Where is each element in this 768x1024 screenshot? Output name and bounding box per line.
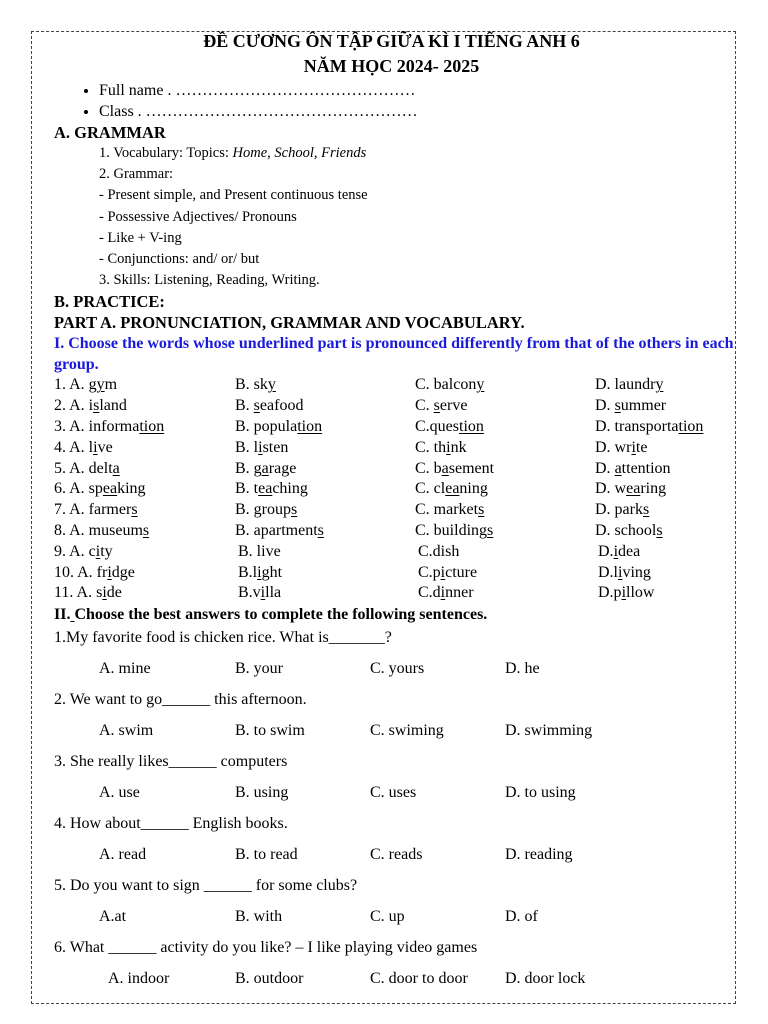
- grammar-line: 3. Skills: Listening, Reading, Writing.: [99, 272, 320, 289]
- word-option: 1. A. gym: [54, 376, 118, 394]
- underlined-part: tion: [139, 418, 165, 436]
- answer-option[interactable]: A. use: [99, 784, 140, 802]
- underlined-part: i: [102, 584, 107, 602]
- word-option: C. think: [415, 438, 467, 456]
- question-text: 3. She really likes______ computers: [54, 753, 288, 771]
- word-option: B. listen: [235, 438, 289, 456]
- underlined-part: i: [107, 563, 112, 581]
- word-option: C. serve: [415, 397, 468, 415]
- question-text: 5. Do you want to sign ______ for some clubs?: [54, 877, 358, 895]
- underlined-part: ea: [258, 480, 273, 498]
- grammar-line: 2. Grammar:: [99, 166, 174, 183]
- underlined-part: y: [267, 376, 276, 394]
- word-option: D.idea: [598, 542, 641, 560]
- answer-option[interactable]: A. swim: [99, 722, 154, 740]
- underlined-part: i: [258, 438, 263, 456]
- underlined-part: y: [655, 376, 664, 394]
- question-text: 1.My favorite food is chicken rice. What is_______?: [54, 629, 392, 647]
- underlined-part: a: [614, 459, 622, 477]
- answer-option[interactable]: A. mine: [99, 660, 151, 678]
- underlined-part: tion: [678, 418, 704, 436]
- word-option: B.light: [238, 563, 283, 581]
- student-info-fields: [54, 80, 734, 122]
- vocab-topics: Home, School, Friends: [232, 145, 367, 161]
- word-option: D. summer: [595, 397, 667, 415]
- word-option: 2. A. island: [54, 397, 127, 415]
- pronunciation-row: [54, 438, 734, 459]
- answer-option[interactable]: A.at: [99, 908, 127, 926]
- word-option: C. markets: [415, 501, 485, 519]
- word-option: B. teaching: [235, 480, 308, 498]
- answer-option[interactable]: B. your: [235, 660, 283, 678]
- word-option: B. garage: [235, 459, 297, 477]
- word-option: D.pillow: [598, 584, 655, 602]
- word-option: B.villa: [238, 584, 282, 602]
- underlined-part: s: [433, 397, 440, 415]
- pronunciation-row: [54, 417, 734, 438]
- section2-instruction: Choose the best answers to complete the following sentences.: [70, 606, 487, 623]
- answer-options: [54, 783, 734, 814]
- part-a-heading: PART A. PRONUNCIATION, GRAMMAR AND VOCABULARY.: [54, 313, 525, 333]
- section2-heading: [54, 604, 734, 625]
- underlined-part: y: [96, 376, 105, 394]
- section2-number: II.: [54, 606, 71, 624]
- practice-heading: B. PRACTICE:: [54, 292, 165, 312]
- word-option: C. buildings: [415, 522, 494, 539]
- grammar-line: - Like + V-ing: [99, 229, 182, 246]
- underlined-part: i: [446, 438, 451, 456]
- word-option: D. write: [595, 438, 648, 456]
- grammar-line: - Possessive Adjectives/ Pronouns: [99, 208, 297, 225]
- underlined-part: s: [291, 501, 298, 519]
- question-text: 6. What ______ activity do you like? – I like playing video games: [54, 939, 478, 957]
- underlined-part: i: [631, 438, 636, 456]
- section2-underscore: [70, 606, 74, 623]
- word-option: 10. A. fridge: [54, 563, 135, 581]
- answer-option[interactable]: A. read: [99, 846, 147, 864]
- underlined-part: i: [618, 563, 623, 581]
- word-option: C.picture: [418, 563, 478, 581]
- word-option: B. seafood: [235, 397, 304, 415]
- answer-option[interactable]: D. he: [505, 660, 540, 678]
- answer-options: [54, 907, 734, 938]
- pronunciation-row: [54, 479, 734, 500]
- word-option: C.question: [415, 418, 484, 436]
- word-option: C. balcony: [415, 376, 485, 394]
- pronunciation-row: [54, 583, 734, 604]
- answer-option[interactable]: C. uses: [370, 784, 417, 802]
- word-option: B. sky: [235, 376, 276, 394]
- word-option: D.living: [598, 563, 651, 581]
- underlined-part: s: [131, 501, 138, 519]
- word-option: B. apartments: [235, 522, 324, 539]
- answer-option[interactable]: C. yours: [370, 660, 425, 678]
- class-field[interactable]: • Class . ……………………………………………: [99, 101, 734, 122]
- underlined-part: ea: [102, 480, 118, 498]
- word-option: 7. A. farmers: [54, 501, 138, 519]
- underlined-part: i: [257, 563, 262, 581]
- underlined-part: i: [440, 563, 446, 581]
- pronunciation-row: [54, 375, 734, 396]
- answer-option[interactable]: D. door lock: [505, 970, 586, 988]
- underlined-part: i: [613, 542, 619, 560]
- answer-option[interactable]: A. indoor: [108, 970, 170, 988]
- word-option: 3. A. information: [54, 418, 165, 436]
- answer-option[interactable]: B. with: [235, 908, 283, 926]
- underlined-part: a: [261, 459, 269, 477]
- answer-option[interactable]: D. of: [505, 908, 538, 926]
- word-option: D. attention: [595, 459, 671, 477]
- question-text: 2. We want to go______ this afternoon.: [54, 691, 307, 709]
- word-option: C.dish: [418, 542, 460, 560]
- answer-option[interactable]: C. up: [370, 908, 405, 926]
- answer-options: [54, 721, 734, 752]
- underlined-part: s: [253, 397, 260, 415]
- answer-option[interactable]: C. reads: [370, 846, 423, 864]
- pronunciation-row: [54, 459, 734, 480]
- question-text: 4. How about______ English books.: [54, 815, 288, 833]
- underlined-part: tion: [297, 418, 323, 436]
- vocab-prefix: 1. Vocabulary: Topics:: [99, 145, 233, 161]
- underlined-part: s: [142, 522, 150, 539]
- word-option: C.dinner: [418, 584, 474, 602]
- answer-option[interactable]: D. to using: [505, 784, 576, 802]
- multiple-choice-list: [54, 628, 734, 1000]
- underlined-part: i: [93, 438, 98, 456]
- pronunciation-row: [54, 500, 734, 521]
- answer-option[interactable]: B. to read: [235, 846, 298, 864]
- answer-option[interactable]: B. outdoor: [235, 970, 304, 988]
- word-option: D. laundry: [595, 376, 664, 394]
- answer-options: [54, 969, 734, 1000]
- word-option: 4. A. live: [54, 438, 113, 456]
- word-option: B. population: [235, 418, 323, 436]
- pronunciation-row: [54, 542, 734, 563]
- doc-title-line2: NĂM HỌC 2024- 2025: [303, 56, 480, 76]
- underlined-part: tion: [459, 418, 484, 436]
- answer-option[interactable]: C. swiming: [370, 722, 444, 740]
- document-content: [54, 29, 734, 1000]
- answer-options: [54, 845, 734, 876]
- underlined-part: i: [260, 584, 266, 602]
- word-option: D. transportation: [595, 418, 704, 436]
- word-option: B. live: [238, 542, 281, 560]
- word-option: 8. A. museums: [54, 522, 150, 539]
- underlined-part: ea: [445, 480, 460, 498]
- underlined-part: s: [656, 522, 663, 539]
- pronunciation-row: [54, 563, 734, 584]
- grammar-heading: A. GRAMMAR: [54, 123, 166, 142]
- grammar-vocab-line: [54, 143, 734, 164]
- answer-option[interactable]: C. door to door: [370, 970, 468, 988]
- underlined-part: a: [441, 459, 449, 477]
- pronunciation-row: [54, 521, 734, 542]
- answer-option[interactable]: D. reading: [505, 846, 573, 864]
- underlined-part: s: [487, 522, 494, 539]
- word-option: C. cleaning: [415, 480, 488, 498]
- word-option: 11. A. side: [54, 584, 122, 602]
- underlined-part: i: [440, 584, 446, 602]
- word-option: C. basement: [415, 459, 495, 477]
- underlined-part: i: [95, 542, 101, 560]
- underlined-part: s: [317, 522, 324, 539]
- word-option: D. schools: [595, 522, 663, 539]
- word-option: B. groups: [235, 501, 298, 519]
- word-option: 5. A. delta: [54, 459, 120, 477]
- answer-option[interactable]: B. using: [235, 784, 289, 802]
- underlined-part: s: [614, 397, 621, 415]
- doc-title-line1: ĐỀ CƯƠNG ÔN TẬP GIỮA KÌ I TIẾNG ANH 6: [203, 31, 580, 51]
- section1-instruction: I. Choose the words whose underlined part is pronounced differently from that of the others in each group.: [54, 335, 734, 374]
- grammar-line: - Present simple, and Present continuous tense: [99, 187, 368, 204]
- word-option: 6. A. speaking: [54, 480, 146, 498]
- underlined-part: a: [112, 459, 120, 477]
- pronunciation-row: [54, 396, 734, 417]
- underlined-part: i: [621, 584, 627, 602]
- underlined-part: y: [476, 376, 485, 394]
- underlined-part: ea: [626, 480, 641, 498]
- grammar-line: - Conjunctions: and/ or/ but: [99, 251, 260, 268]
- underlined-part: s: [642, 501, 650, 519]
- answer-option[interactable]: D. swimming: [505, 722, 593, 740]
- underlined-part: s: [93, 397, 100, 415]
- word-option: D. parks: [595, 501, 650, 519]
- answer-options: [54, 659, 734, 690]
- word-option: D. wearing: [595, 480, 667, 498]
- full-name-field[interactable]: • Full name . ………………………………………: [99, 80, 734, 101]
- answer-option[interactable]: B. to swim: [235, 722, 305, 740]
- word-option: 9. A. city: [54, 542, 113, 560]
- pronunciation-list: [54, 375, 734, 604]
- underlined-part: s: [478, 501, 485, 519]
